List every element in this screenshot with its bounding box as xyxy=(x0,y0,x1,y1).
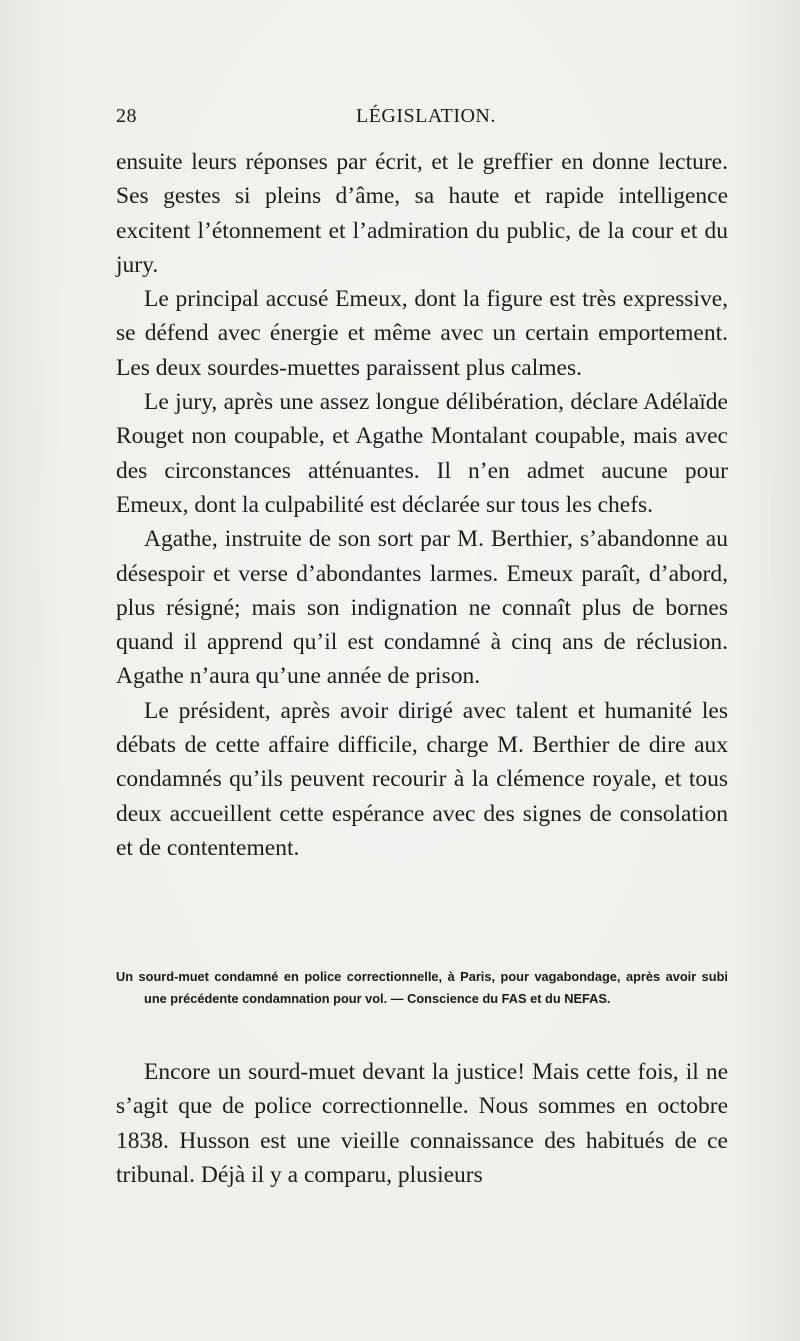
running-title: LÉGISLATION. xyxy=(356,105,496,127)
paragraph-sentences: Agathe, instruite de son sort par M. Berthier, s’abandonne au désespoir et verse d’abondantes larmes. Emeux paraît, d’abord, plus résigné; mais son indignation ne connaît plus de bornes quand il apprend qu’il est condamné à cinq ans de réclusion. Agathe n’aura qu’une année de prison. xyxy=(116,526,728,690)
paragraph-jury-verdict: Le jury, après une assez longue délibération, déclare Adélaïde Rouget non coupable, et Agathe Montalant coupable, mais avec des circonstances atténuantes. Il n’en admet aucune pour Emeux, dont la culpabilité est déclarée sur tous les chefs. xyxy=(116,389,728,518)
paragraph-emeux-defense: Le principal accusé Emeux, dont la figure est très expressive, se défend avec énergie et même avec un certain emportement. Les deux sourdes-muettes paraissent plus calmes. xyxy=(116,286,728,381)
section-heading xyxy=(116,966,728,1010)
section-heading-text: Un sourd-muet condamné en police correctionnelle, à Paris, pour vagabondage, après avoir subi une précédente condamnation pour vol. — Conscience du FAS et du NEFAS. xyxy=(116,969,728,1006)
page-header xyxy=(116,105,728,139)
paragraph-husson: Encore un sourd-muet devant la justice! Mais cette fois, il ne s’agit que de police correctionnelle. Nous sommes en octobre 1838. Husson est une vieille connaissance des habitués de ce tribunal. Déjà il y a comparu, plusieurs xyxy=(116,1059,728,1188)
paragraph-continuation: ensuite leurs réponses par écrit, et le greffier en donne lecture. Ses gestes si pleins d’âme, sa haute et rapide intelligence excitent l’étonnement et l’admiration du public, de la cour et du jury. xyxy=(116,149,728,278)
page-number: 28 xyxy=(116,105,137,127)
paragraph-president: Le président, après avoir dirigé avec talent et humanité les débats de cette affaire difficile, charge M. Berthier de dire aux condamnés qu’ils peuvent recourir à la clémence royale, et tous deux accueillent cette espérance avec des signes de consolation et de contentement. xyxy=(116,697,728,861)
body-text-bottom xyxy=(116,1055,728,1192)
body-text-top xyxy=(116,145,728,865)
